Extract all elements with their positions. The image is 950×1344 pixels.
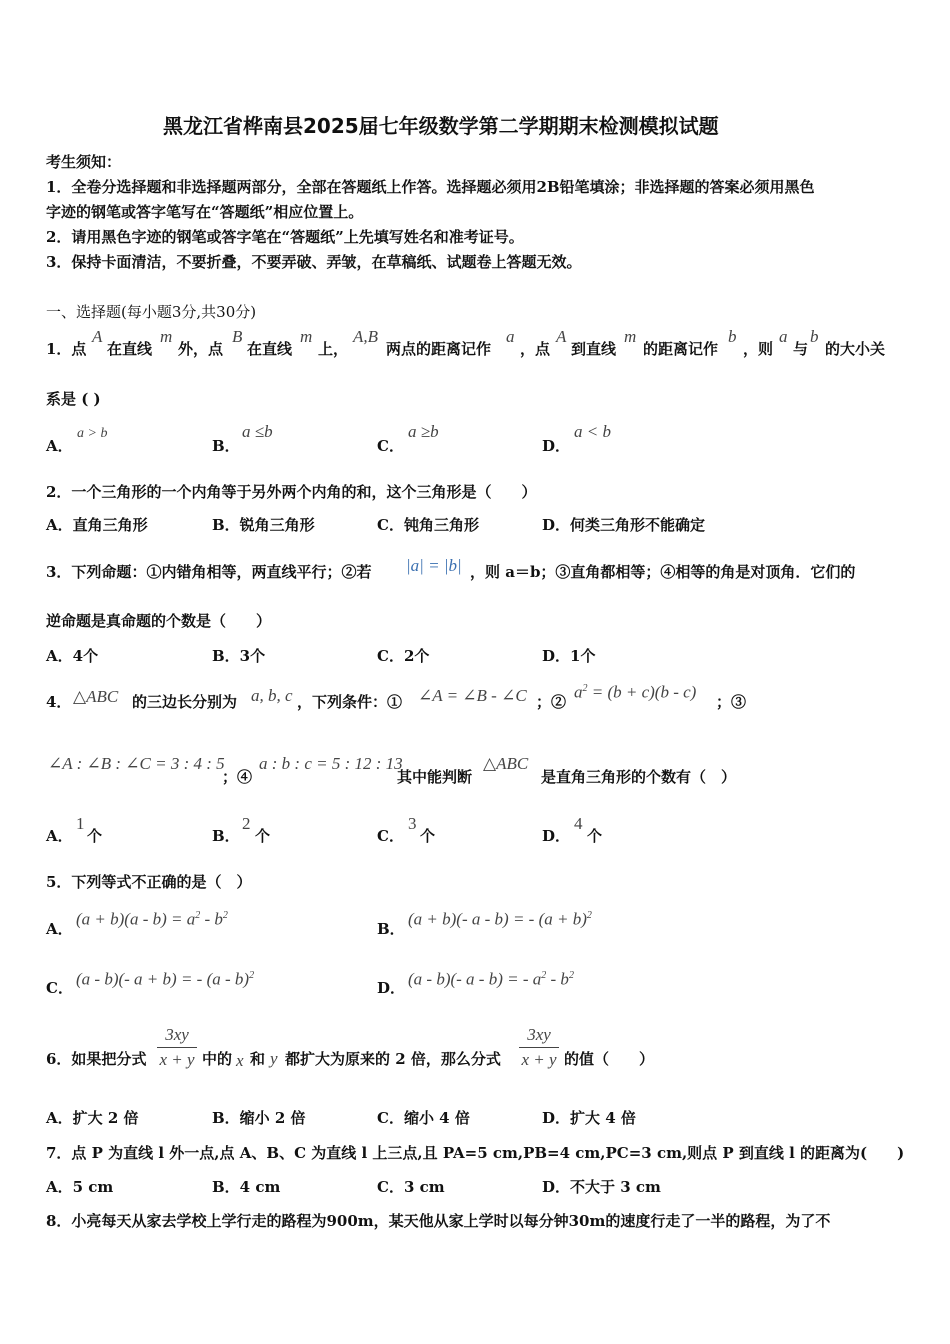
q4-option-unit: 个 (255, 827, 271, 845)
q1-math: a (506, 327, 515, 346)
q1-math: A (92, 327, 103, 346)
q6-fraction-numerator: 3xy (165, 1025, 189, 1044)
q1-text: 在直线 (107, 340, 153, 358)
q2-option: A．直角三角形 (46, 516, 148, 534)
q6-fraction-denominator: x + y (521, 1050, 557, 1069)
q1-math: a (779, 327, 788, 346)
q3-text: 逆命题是真命题的个数是（ ） (46, 612, 272, 630)
q6-option: C．缩小 4 倍 (377, 1109, 470, 1127)
q4-option-num: 3 (408, 814, 417, 833)
q5-option-math: (a + b)(- a - b) = - $(a + b)^2$ (408, 909, 592, 929)
q4-option-label: B． (212, 827, 240, 845)
q1-option-math: a < b (574, 422, 611, 441)
q5-option-math: $(a + b)(a - b) = a^2 - b^2$ (76, 909, 228, 929)
q2-option: B．锐角三角形 (212, 516, 315, 534)
q1-text: 上， (318, 340, 349, 358)
q1-text: 两点的距离记作 (386, 340, 492, 358)
q4-math: △ABC (483, 754, 529, 773)
q1-text: ，则 (743, 340, 774, 358)
section-heading: 一、选择题(每小题3分,共30分) (46, 303, 257, 321)
q5-text: 5．下列等式不正确的是（ ） (46, 873, 252, 891)
q4-math: ∠A = ∠B - ∠C (418, 686, 527, 705)
q4-math: ∠A : ∠B : ∠C = 3 : 4 : 5 (48, 754, 225, 773)
q6-text: 都扩大为原来的 2 倍，那么分式 (285, 1050, 501, 1068)
q4-text: 4． (46, 693, 72, 711)
q3-text: 3．下列命题：①内错角相等，两直线平行；②若 (46, 563, 372, 581)
q4-option-unit: 个 (587, 827, 603, 845)
q5-option-label: C． (46, 979, 73, 997)
q1-option-label: D． (542, 437, 571, 455)
q4-text: ；② (536, 693, 567, 711)
q1-text: 系是 ( ) (46, 390, 101, 408)
q6-option: B．缩小 2 倍 (212, 1109, 306, 1127)
q3-option: B．3个 (212, 647, 266, 665)
q4-option-num: 4 (574, 814, 583, 833)
q7-option: D．不大于 3 cm (542, 1178, 661, 1196)
q5-option-label: B． (377, 920, 405, 938)
q1-math: m (300, 327, 313, 346)
q6-math: x (236, 1051, 244, 1070)
q6-fraction (519, 1025, 559, 1070)
q1-text: 1．点 (46, 340, 87, 358)
q4-option-unit: 个 (420, 827, 436, 845)
q1-option-math: a ≥b (408, 422, 439, 441)
q6-fraction-denominator: x + y (159, 1050, 195, 1069)
q1-math: b (810, 327, 819, 346)
q3-text: ，则 a＝b；③直角都相等；④相等的角是对顶角．它们的 (470, 563, 856, 581)
q1-option-math: a ≤b (242, 422, 273, 441)
q4-text: ；④ (222, 768, 253, 786)
q1-math: A,B (353, 327, 379, 346)
q4-math: $a^2 = (b + c)(b - c)$ (574, 682, 697, 702)
q4-text: 是直角三角形的个数有（ ） (541, 768, 737, 786)
q1-math: B (232, 327, 243, 346)
q7-option: C．3 cm (377, 1178, 445, 1196)
q4-math: △ABC (73, 687, 119, 706)
q1-math: m (160, 327, 173, 346)
q1-text: 在直线 (247, 340, 293, 358)
q1-option-math: a > b (77, 426, 108, 441)
q4-text: ，下列条件：① (297, 693, 403, 711)
q6-text: 和 (250, 1050, 266, 1068)
q5-option-label: D． (377, 979, 406, 997)
q4-option-label: D． (542, 827, 571, 845)
q3-option: D．1个 (542, 647, 596, 665)
q6-math: y (270, 1049, 278, 1068)
q4-text: 的三边长分别为 (132, 693, 238, 711)
page-title: 黑龙江省桦南县2025届七年级数学第二学期期末检测模拟试题 (163, 114, 719, 138)
q4-math: a, b, c (251, 686, 293, 705)
q1-text: 的大小关 (825, 340, 886, 358)
q4-option-label: A． (46, 827, 73, 845)
q4-option-num: 2 (242, 814, 251, 833)
q1-option-label: A． (46, 437, 73, 455)
notice-heading: 考生须知： (46, 153, 122, 171)
notice-line-2: 字迹的钢笔或答字笔写在“答题纸”相应位置上。 (46, 203, 364, 221)
q1-math: A (556, 327, 567, 346)
notice-line-3: 2．请用黑色字迹的钢笔或答字笔在“答题纸”上先填写姓名和准考证号。 (46, 228, 524, 246)
q6-option: D．扩大 4 倍 (542, 1109, 636, 1127)
q6-text: 6．如果把分式 (46, 1050, 147, 1068)
q3-option: C．2个 (377, 647, 430, 665)
q6-text: 的值（ ） (564, 1050, 655, 1068)
q6-fraction (157, 1025, 197, 1070)
q4-option-unit: 个 (87, 827, 103, 845)
q3-option: A．4个 (46, 647, 99, 665)
q1-text: 与 (793, 340, 809, 358)
q1-math: m (624, 327, 637, 346)
q1-text: 到直线 (571, 340, 617, 358)
q7-option: B．4 cm (212, 1178, 281, 1196)
q2-option: C．钝角三角形 (377, 516, 479, 534)
q5-option-math: (a - b)(- a + b) = - (a - b)$^2$ (76, 969, 255, 989)
q7-option: A．5 cm (46, 1178, 114, 1196)
q3-math: |a| = |b| (406, 556, 462, 575)
q7-text: 7．点 P 为直线 l 外一点,点 A、B、C 为直线 l 上三点,且 PA=5 cm,PB=4 cm,PC=3 cm,则点 P 到直线 l 的距离为( ) (46, 1144, 905, 1162)
q4-option-label: C． (377, 827, 404, 845)
q6-text: 中的 (202, 1050, 233, 1068)
q8-text: 8．小亮每天从家去学校上学行走的路程为900m，某天他从家上学时以每分钟30m的速度行走了一半的路程，为了不 (46, 1212, 831, 1230)
q4-math: a : b : c = 5 : 12 : 13 (259, 754, 403, 773)
q1-text: 外，点 (178, 340, 224, 358)
q1-option-label: C． (377, 437, 404, 455)
q2-option: D．何类三角形不能确定 (542, 516, 706, 534)
notice-line-4: 3．保持卡面清洁，不要折叠，不要弄破、弄皱，在草稿纸、试题卷上答题无效。 (46, 253, 582, 271)
q4-text: 其中能判断 (397, 768, 473, 786)
q1-text: ，点 (520, 340, 551, 358)
q1-option-label: B． (212, 437, 240, 455)
q6-fraction-numerator: 3xy (527, 1025, 551, 1044)
notice-line-1: 1．全卷分选择题和非选择题两部分，全部在答题纸上作答。选择题必须用2B铅笔填涂；非选择题的答案必须用黑色 (46, 178, 815, 196)
q4-option-num: 1 (76, 814, 85, 833)
q5-option-label: A． (46, 920, 73, 938)
q6-option: A．扩大 2 倍 (46, 1109, 139, 1127)
q5-option-math: (a - b)(- a - b) = - $a^2 - b^2$ (408, 969, 574, 989)
q1-text: 的距离记作 (643, 340, 719, 358)
q2-text: 2．一个三角形的一个内角等于另外两个内角的和，这个三角形是（ ） (46, 483, 537, 501)
q1-math: b (728, 327, 737, 346)
q4-text: ；③ (716, 693, 747, 711)
